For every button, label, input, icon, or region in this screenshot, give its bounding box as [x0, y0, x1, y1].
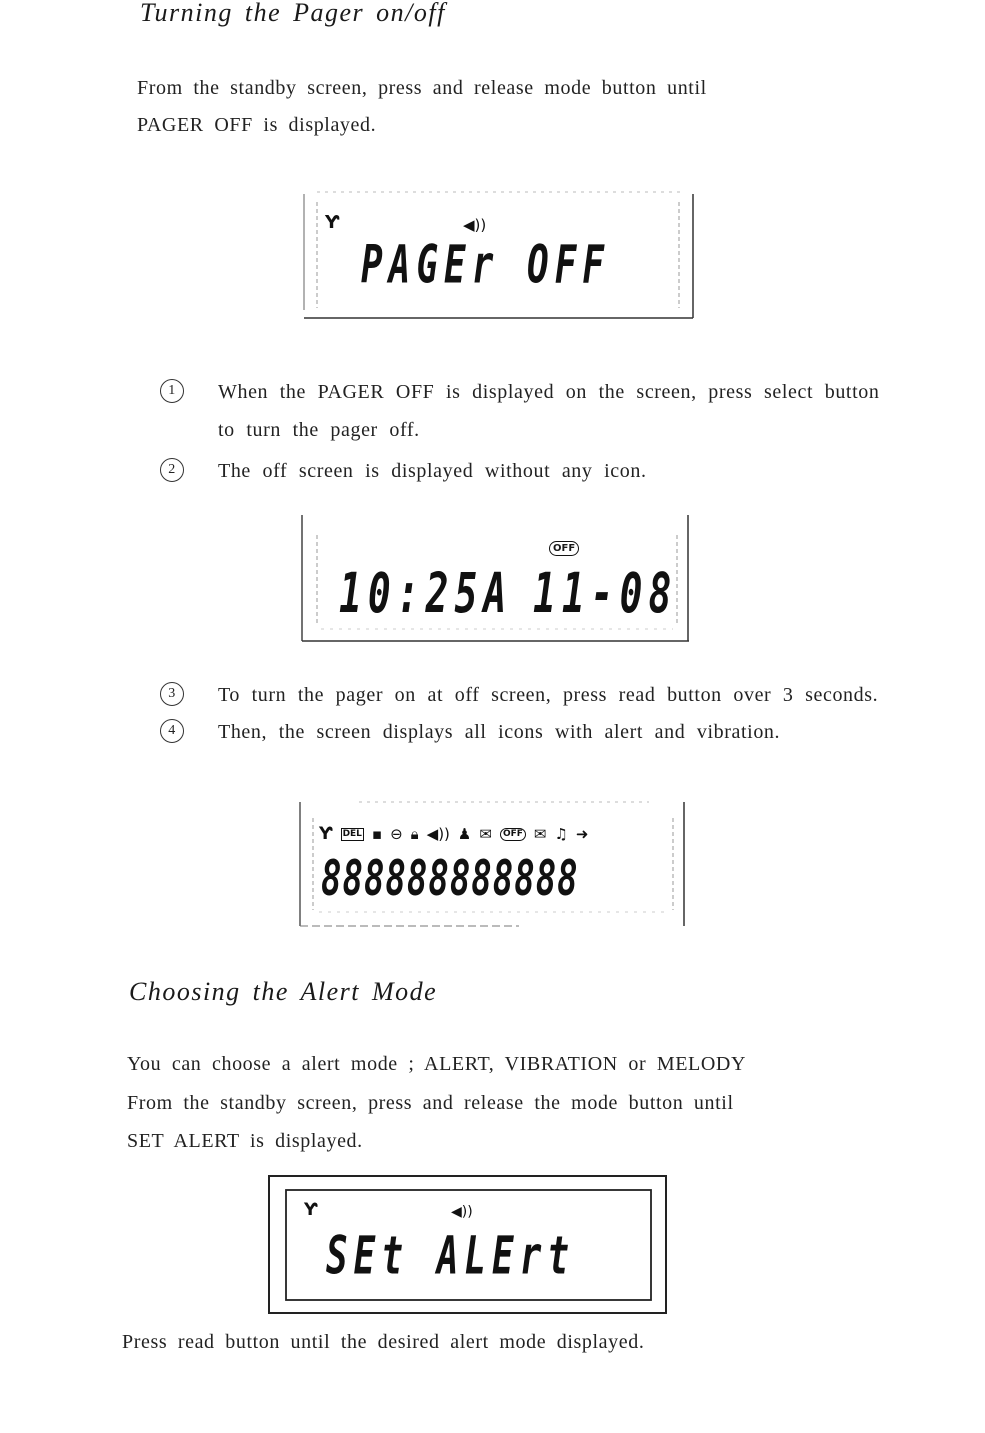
envelope-icon: ✉ — [479, 825, 492, 843]
lcd-set-alert — [268, 1175, 668, 1315]
step-number: 4 — [160, 719, 184, 743]
clock-icon: ⊖ — [390, 825, 403, 843]
memo-icon: ▪ — [371, 825, 383, 843]
step-1-line-1: When the PAGER OFF is displayed on the screen, press select button — [218, 381, 880, 403]
antenna-icon: Ƴ — [325, 212, 340, 233]
alert-intro-line-2: From the standby screen, press and release the mode button until — [127, 1092, 734, 1114]
melody-icon: ♫ — [554, 825, 568, 843]
section-title-alert-mode: Choosing the Alert Mode — [129, 977, 438, 1006]
bell-icon: ♟ — [457, 825, 472, 843]
alert-intro-line-1: You can choose a alert mode ; ALERT, VIBRATION or MELODY — [127, 1053, 746, 1075]
lcd-text-pager-off: PAGEr OFF — [361, 236, 611, 296]
lcd-text-set-alert: SEt ALErt — [326, 1227, 576, 1287]
lock-icon: 🔒︎ — [410, 825, 419, 843]
intro-line-1: From the standby screen, press and release mode button until — [137, 77, 707, 99]
lcd-all-digits: 888888888888 — [321, 850, 579, 908]
off-badge-icon: OFF — [500, 828, 526, 841]
envelope-send-icon: ✉ — [533, 825, 547, 843]
antenna-icon: Ƴ — [319, 824, 333, 844]
speaker-icon: ◀)) — [426, 825, 450, 843]
antenna-icon: Ƴ — [304, 1200, 318, 1220]
arrow-right-icon: ➜ — [575, 825, 589, 843]
intro-line-2: PAGER OFF is displayed. — [137, 114, 377, 136]
section-title-pager-onoff: Turning the Pager on/off — [140, 0, 446, 27]
lcd-date: 11-08 — [533, 561, 678, 625]
speaker-icon: ◀)) — [463, 216, 487, 234]
step-1-line-2: to turn the pager off. — [218, 419, 420, 441]
alert-intro-line-3: SET ALERT is displayed. — [127, 1130, 363, 1152]
off-badge-icon: OFF — [549, 541, 579, 556]
step-number: 1 — [160, 379, 184, 403]
lcd-time: 10:25A — [339, 561, 513, 625]
step-3-line-1: To turn the pager on at off screen, press read button over 3 seconds. — [218, 684, 879, 706]
step-4-line-1: Then, the screen displays all icons with alert and vibration. — [218, 721, 781, 743]
lcd-off-screen — [301, 513, 691, 643]
step-number: 3 — [160, 682, 184, 706]
lcd-icon-row — [319, 824, 589, 844]
step-2-line-1: The off screen is displayed without any icon. — [218, 460, 647, 482]
lcd-pager-off — [303, 190, 695, 322]
speaker-icon: ◀)) — [451, 1204, 473, 1220]
lcd-all-icons — [299, 798, 687, 928]
delete-icon: DEL — [342, 828, 362, 839]
footer-line: Press read button until the desired alert mode displayed. — [122, 1331, 645, 1353]
step-number: 2 — [160, 458, 184, 482]
